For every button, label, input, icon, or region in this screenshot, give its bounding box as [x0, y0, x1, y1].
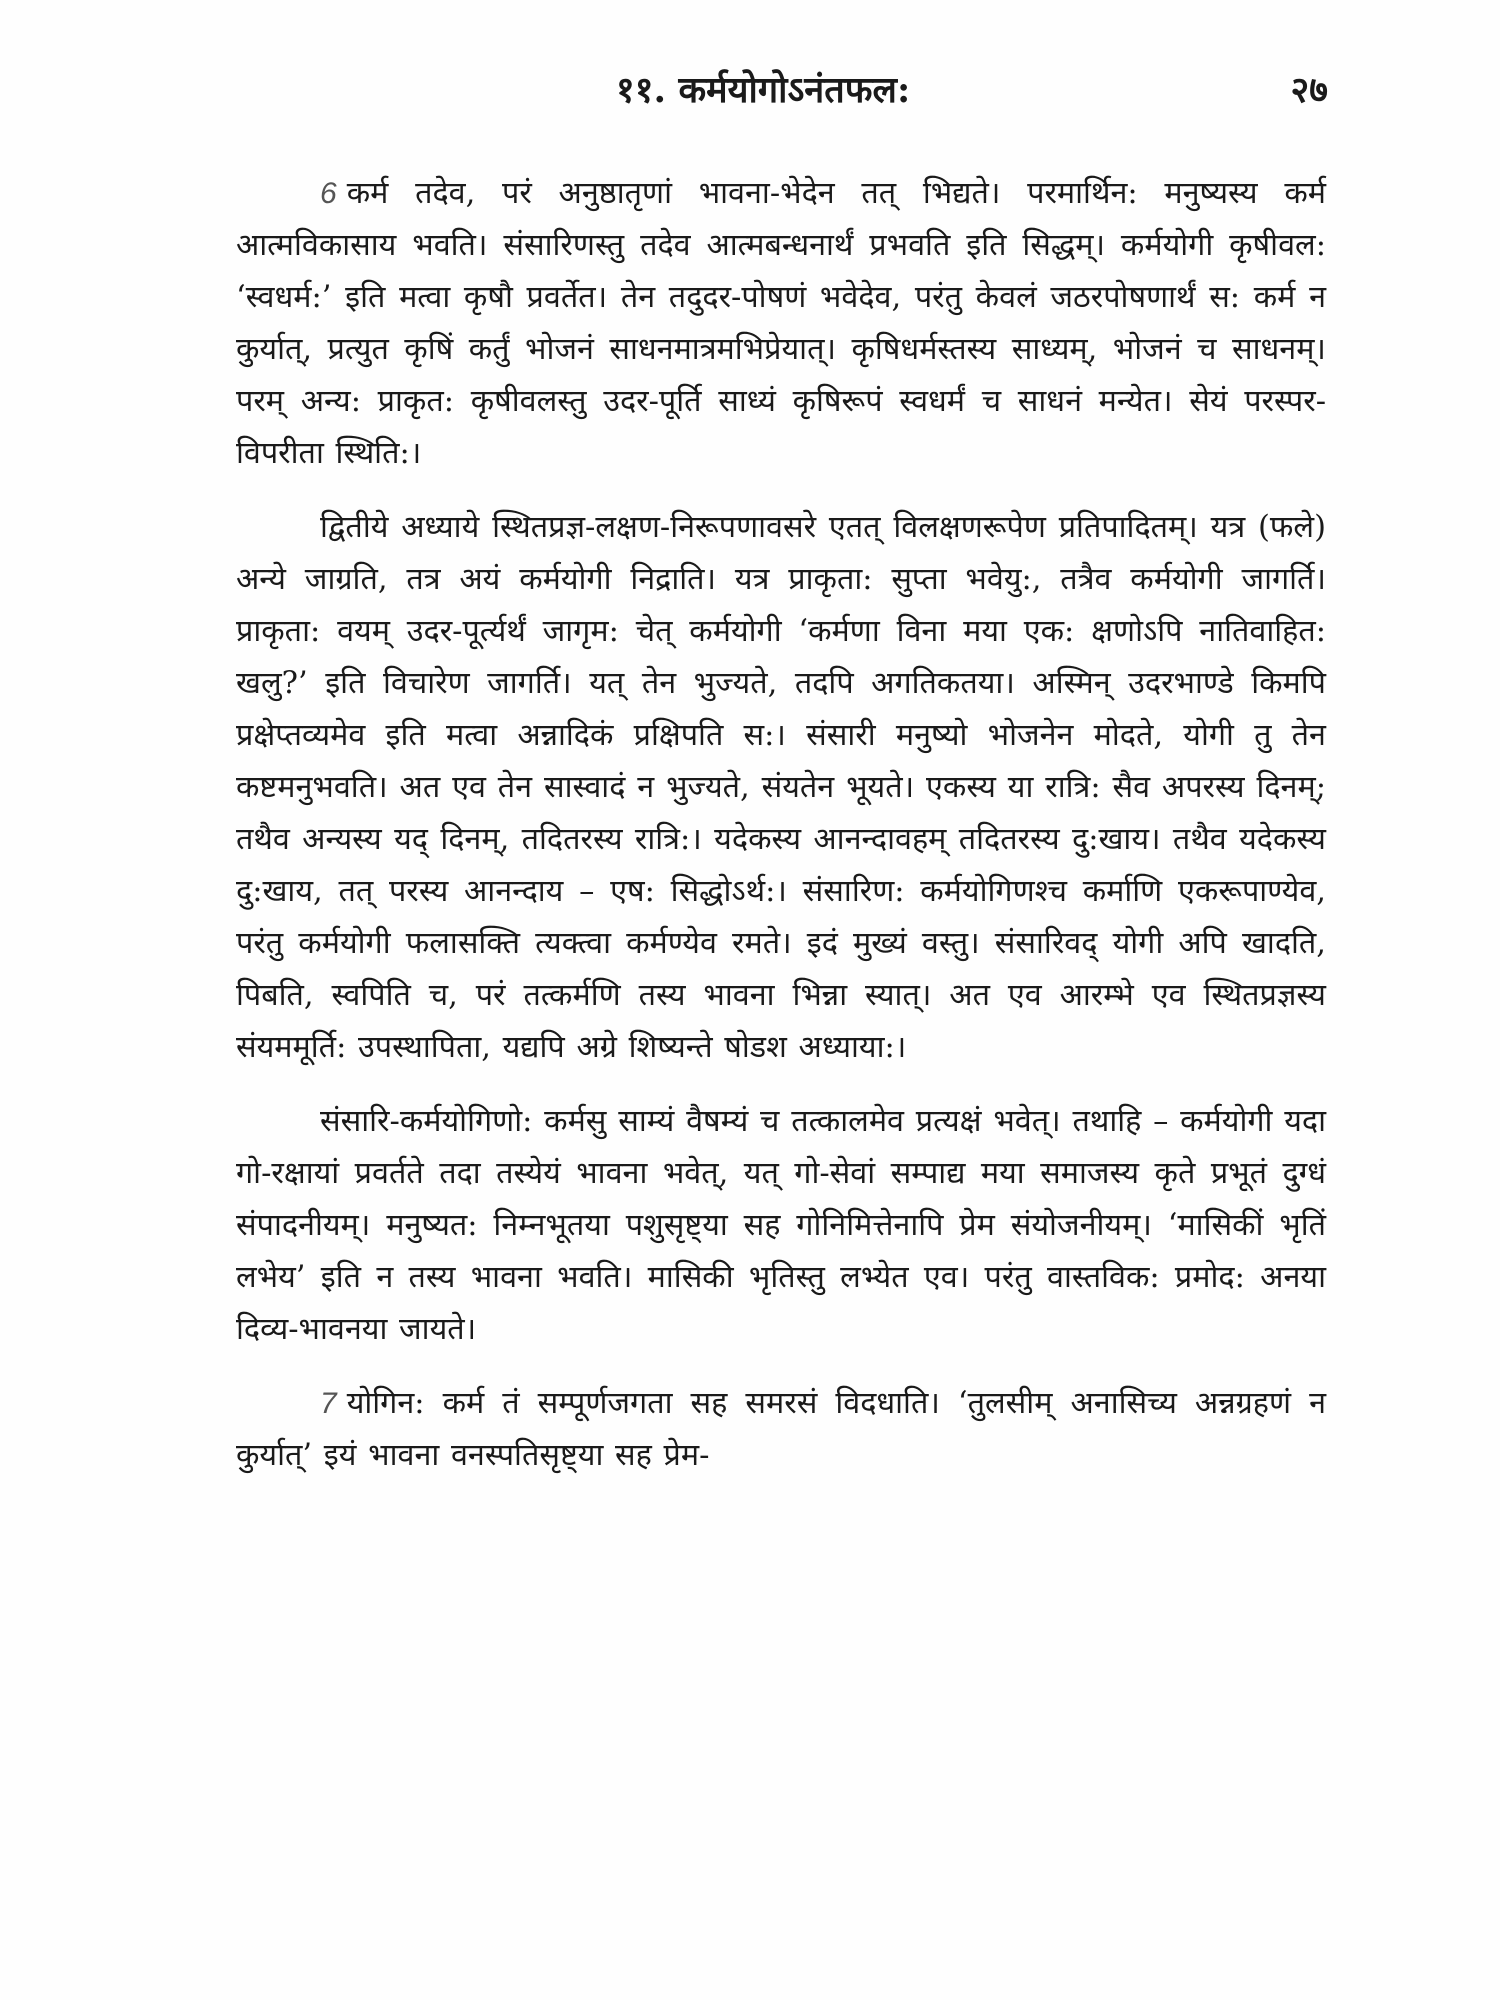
margin-marker: 6	[320, 177, 337, 210]
paragraph-text: कर्म तदेव, परं अनुष्ठातृणां भावना-भेदेन तत् भिद्यते। परमार्थिन: मनुष्यस्य कर्म आत्मविकासाय भवति। संसारिणस्तु तदेव आत्मबन्धनार्थं प्रभवति इति सिद्धम्। कर्मयोगी कृषीवल: ‘स्वधर्म:’ इति मत्वा कृषौ प्रवर्तेत। तेन तदुदर-पोषणं भवेदेव, परंतु केवलं जठरपोषणार्थं स: कर्म न कुर्यात्, प्रत्युत कृषिं कर्तुं भोजनं साधनमात्रमभिप्रेयात्। कृषिधर्मस्तस्य साध्यम्, भोजनं च साधनम्। परम् अन्य: प्राकृत: कृषीवलस्तु उदर-पूर्ति साध्यं कृषिरूपं स्वधर्मं च साधनं मन्येत। सेयं परस्पर-विपरीता स्थिति:।	[236, 176, 1326, 471]
paragraph-text: योगिन: कर्म तं सम्पूर्णजगता सह समरसं विदधाति। ‘तुलसीम् अनासिच्य अन्नग्रहणं न कुर्यात्’ इयं भावना वनस्पतिसृष्ट्या सह प्रेम-	[236, 1386, 1326, 1473]
paragraph-1	[236, 168, 1326, 480]
paragraph-text: द्वितीये अध्याये स्थितप्रज्ञ-लक्षण-निरूपणावसरे एतत् विलक्षणरूपेण प्रतिपादितम्। यत्र (फले) अन्ये जाग्रति, तत्र अयं कर्मयोगी निद्राति। यत्र प्राकृता: सुप्ता भवेयु:, तत्रैव कर्मयोगी जागर्ति। प्राकृता: वयम् उदर-पूर्त्यर्थं जागृम: चेत् कर्मयोगी ‘कर्मणा विना मया एक: क्षणोऽपि नातिवाहित: खलु?’ इति विचारेण जागर्ति। यत् तेन भुज्यते, तदपि अगतिकतया। अस्मिन् उदरभाण्डे किमपि प्रक्षेप्तव्यमेव इति मत्वा अन्नादिकं प्रक्षिपति स:। संसारी मनुष्यो भोजनेन मोदते, योगी तु तेन कष्टमनुभवति। अत एव तेन सास्वादं न भुज्यते, संयतेन भूयते। एकस्य या रात्रि: सैव अपरस्य दिनम्; तथैव अन्यस्य यद् दिनम्, तदितरस्य रात्रि:। यदेकस्य आनन्दावहम् तदितरस्य दु:खाय। तथैव यदेकस्य दु:खाय, तत् परस्य आनन्दाय – एष: सिद्धोऽर्थ:। संसारिण: कर्मयोगिणश्च कर्माणि एकरूपाण्येव, परंतु कर्मयोगी फलासक्ति त्यक्त्वा कर्मण्येव रमते। इदं मुख्यं वस्तु। संसारिवद् योगी अपि खादति, पिबति, स्वपिति च, परं तत्कर्मणि तस्य भावना भिन्ना स्यात्। अत एव आरम्भे एव स्थितप्रज्ञस्य संयममूर्ति: उपस्थापिता, यद्यपि अग्रे शिष्यन्ते षोडश अध्याया:।	[236, 510, 1326, 1065]
margin-marker: 7	[320, 1387, 337, 1420]
body-text	[236, 168, 1326, 1504]
paragraph-text: संसारि-कर्मयोगिणो: कर्मसु साम्यं वैषम्यं च तत्कालमेव प्रत्यक्षं भवेत्। तथाहि – कर्मयोगी यदा गो-रक्षायां प्रवर्तते तदा तस्येयं भावना भवेत्, यत् गो-सेवां सम्पाद्य मया समाजस्य कृते प्रभूतं दुग्धं संपादनीयम्। मनुष्यत: निम्नभूतया पशुसृष्ट्या सह गोनिमित्तेनापि प्रेम संयोजनीयम्। ‘मासिकीं भृतिं लभेय’ इति न तस्य भावना भवति। मासिकी भृतिस्तु लभ्येत एव। परंतु वास्तविक: प्रमोद: अनया दिव्य-भावनया जायते।	[236, 1104, 1326, 1347]
paragraph-4	[236, 1378, 1326, 1482]
page-number: २७	[1290, 69, 1328, 111]
paragraph-2	[236, 502, 1326, 1074]
running-head: ११. कर्मयोगोऽनंतफल:	[616, 69, 911, 111]
paragraph-3	[236, 1096, 1326, 1356]
page-header	[236, 64, 1328, 124]
